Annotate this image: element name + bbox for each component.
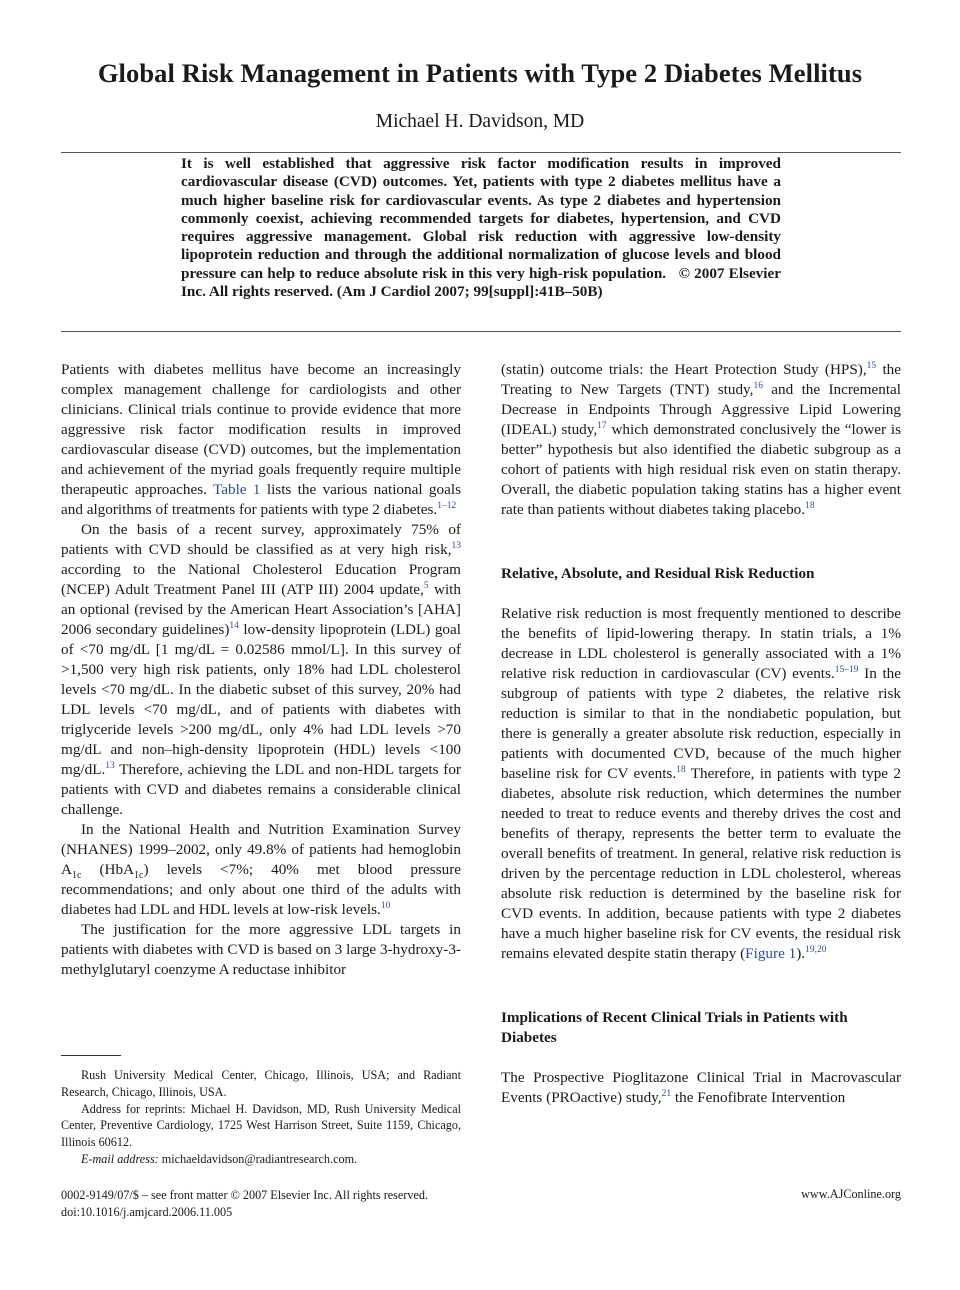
footnotes — [61, 1067, 461, 1168]
reference-citation[interactable]: 5 — [423, 580, 429, 591]
right-column — [501, 360, 901, 1108]
reference-citation[interactable]: 13 — [451, 540, 461, 551]
abstract-copyright: © 2007 Elsevier Inc. All rights reserved. (Am J Cardiol 2007; 99[suppl]:41B–50B) — [181, 264, 781, 301]
section-heading-clinical-trials: Implications of Recent Clinical Trials in Patients with Diabetes — [501, 1009, 848, 1046]
abstract-text: It is well established that aggressive risk factor modification results in improved cardiovascular disease (CVD) outcomes. Yet, patients with type 2 diabetes mellitus have a much higher baseline risk for cardiovascular events. As type 2 diabetes and hypertension commonly coexist, achieving recommended targets for diabetes, hypertension, and CVD requires aggressive management. Global risk reduction with aggressive low-density lipoprotein reduction and through the additional normalization of glucose levels and blood pressure can help to reduce absolute risk in this very high-risk population. — [181, 155, 781, 282]
reference-citation[interactable]: 15–19 — [834, 664, 859, 675]
right-paragraph-1: (statin) outcome trials: the Heart Protection Study (HPS),$^{15}$ the Treating to New Targets (TNT) study,$^{16}$ and the Incremental Decrease in Endpoints Through Aggressive Lipid Lowering (IDEAL) study,$^{17}$ which demonstrated conclusively the “lower is better” hypothesis but also identified the diabetic subgroup as a cohort of patients with high residual risk even on statin therapy. Overall, the diabetic population taking statins has a higher event rate than patients without diabetes taking placebo.$^{18}$ — [501, 360, 901, 518]
reference-citation[interactable]: 21 — [661, 1088, 672, 1099]
reference-citation[interactable]: 19,20 — [805, 944, 827, 955]
issn-line: 0002-9149/07/$ – see front matter © 2007 Elsevier Inc. All rights reserved. — [61, 1188, 429, 1202]
reference-citation[interactable]: 16 — [753, 380, 763, 391]
left-paragraph-3: In the National Health and Nutrition Examination Survey (NHANES) 1999–2002, only 49.8% of patients had hemoglobin $A_{1c}$ (HbA$_{1c}$) levels <7%; 40% met blood pressure recommendations; and only about one third of the adults with diabetes had LDL and HDL levels at low-risk levels.$^{10}$ — [61, 821, 461, 918]
abstract-bottom-rule — [61, 331, 901, 332]
abstract-top-rule — [61, 152, 901, 153]
footer-left — [61, 1187, 428, 1221]
email-note — [61, 1151, 461, 1168]
reprint-address-note: Address for reprints: Michael H. Davidson, MD, Rush University Medical Center, Preventive Cardiology, 1725 West Harrison Street, Suite 1159, Chicago, Illinois 60612. — [61, 1101, 461, 1150]
left-paragraph-1: Patients with diabetes mellitus have become an increasingly complex management challenge for cardiologists and other clinicians. Clinical trials continue to provide evidence that more aggressive risk factor modification results in improved cardiovascular disease (CVD) outcomes, but the implementation and achievement of the myriad goals frequently require multiple therapeutic approaches. Table 1 lists the various national goals and algorithms of treatments for patients with type 2 diabetes.$^{1-12}$ — [61, 361, 461, 518]
abstract — [181, 155, 781, 301]
left-column — [61, 360, 461, 980]
left-paragraph-4: The justification for the more aggressive LDL targets in patients with diabetes with CVD is based on 3 large 3-hydroxy-3-methylglutaryl coenzyme A reductase inhibitor — [61, 921, 461, 978]
reference-citation[interactable]: 18 — [805, 500, 815, 511]
article-title: Global Risk Management in Patients with Type 2 Diabetes Mellitus — [97, 58, 863, 88]
right-paragraph-2: Relative risk reduction is most frequently mentioned to describe the benefits of lipid-lowering therapy. In statin trials, a 1% decrease in LDL cholesterol is generally associated with a 1% relative risk reduction in cardiovascular (CV) events.$^{15-19}$ In the subgroup of patients with type 2 diabetes, the relative risk reduction is similar to that in the nondiabetic population, but there is generally a greater absolute risk reduction, especially in patients with documented CVD, because of the much higher baseline risk for CV events.$^{18}$ Therefore, in patients with type 2 diabetes, absolute risk reduction, which determines the number needed to treat to reduce events and thereby drives the cost and benefits of therapy, represents the better term to evaluate the overall benefits of treatment. In general, relative risk reduction is driven by the percentage reduction in LDL cholesterol, whereas absolute risk reduction is determined by the baseline risk for CVD events. In addition, because patients with type 2 diabetes have a much higher baseline risk for CV events, the residual risk remains elevated despite statin therapy (Figure 1).$^{19,20}$ — [501, 605, 902, 962]
reference-citation[interactable]: 17 — [597, 420, 607, 431]
author-name: Michael H. Davidson, MD — [375, 111, 585, 132]
affiliation-note: Rush University Medical Center, Chicago, Illinois, USA; and Radiant Research, Chicago, Illinois, USA. — [61, 1068, 461, 1099]
reference-citation[interactable]: 1–12 — [437, 500, 457, 511]
reference-citation[interactable]: 15 — [866, 360, 877, 371]
figure-1-link[interactable]: Figure 1 — [745, 945, 797, 962]
email-address[interactable]: michaeldavidson@radiantresearch.com. — [161, 1151, 358, 1166]
journal-website[interactable]: www.AJConline.org — [801, 1187, 901, 1201]
left-paragraph-2: On the basis of a recent survey, approximately 75% of patients with CVD should be classified as at very high risk,$^{13}$ according to the National Cholesterol Education Program (NCEP) Adult Treatment Panel III (ATP III) 2004 update,$^5$ with an optional (revised by the American Heart Association’s [AHA] 2006 secondary guidelines)$^{14}$ low-density lipoprotein (LDL) goal of <70 mg/dL [1 mg/dL = 0.02586 mmol/L]. In this survey of >1,500 very high risk patients, only 18% had LDL cholesterol levels <70 mg/dL. In the diabetic subset of this survey, 20% had LDL levels <70 mg/dL, and of patients with diabetes with triglyceride levels >200 mg/dL, only 4% had LDL levels >70 mg/dL and non–high-density lipoprotein (HDL) levels <100 mg/dL.$^{13}$ Therefore, achieving the LDL and non-HDL targets for patients with CVD and diabetes remains a considerable clinical challenge. — [61, 521, 461, 818]
reference-citation[interactable]: 13 — [105, 760, 115, 771]
table-1-link[interactable]: Table 1 — [213, 481, 261, 498]
section-heading-risk-reduction: Relative, Absolute, and Residual Risk Reduction — [501, 565, 815, 582]
reference-citation[interactable]: 18 — [676, 764, 686, 775]
footnote-rule — [61, 1055, 121, 1056]
right-paragraph-3: The Prospective Pioglitazone Clinical Trial in Macrovascular Events (PROactive) study,$^{21}$ the Fenofibrate Intervention — [501, 1069, 901, 1106]
email-label: E-mail address: — [81, 1151, 159, 1166]
doi-line[interactable]: doi:10.1016/j.amjcard.2006.11.005 — [61, 1205, 233, 1219]
reference-citation[interactable]: 14 — [229, 620, 239, 631]
reference-citation[interactable]: 10 — [380, 900, 391, 911]
